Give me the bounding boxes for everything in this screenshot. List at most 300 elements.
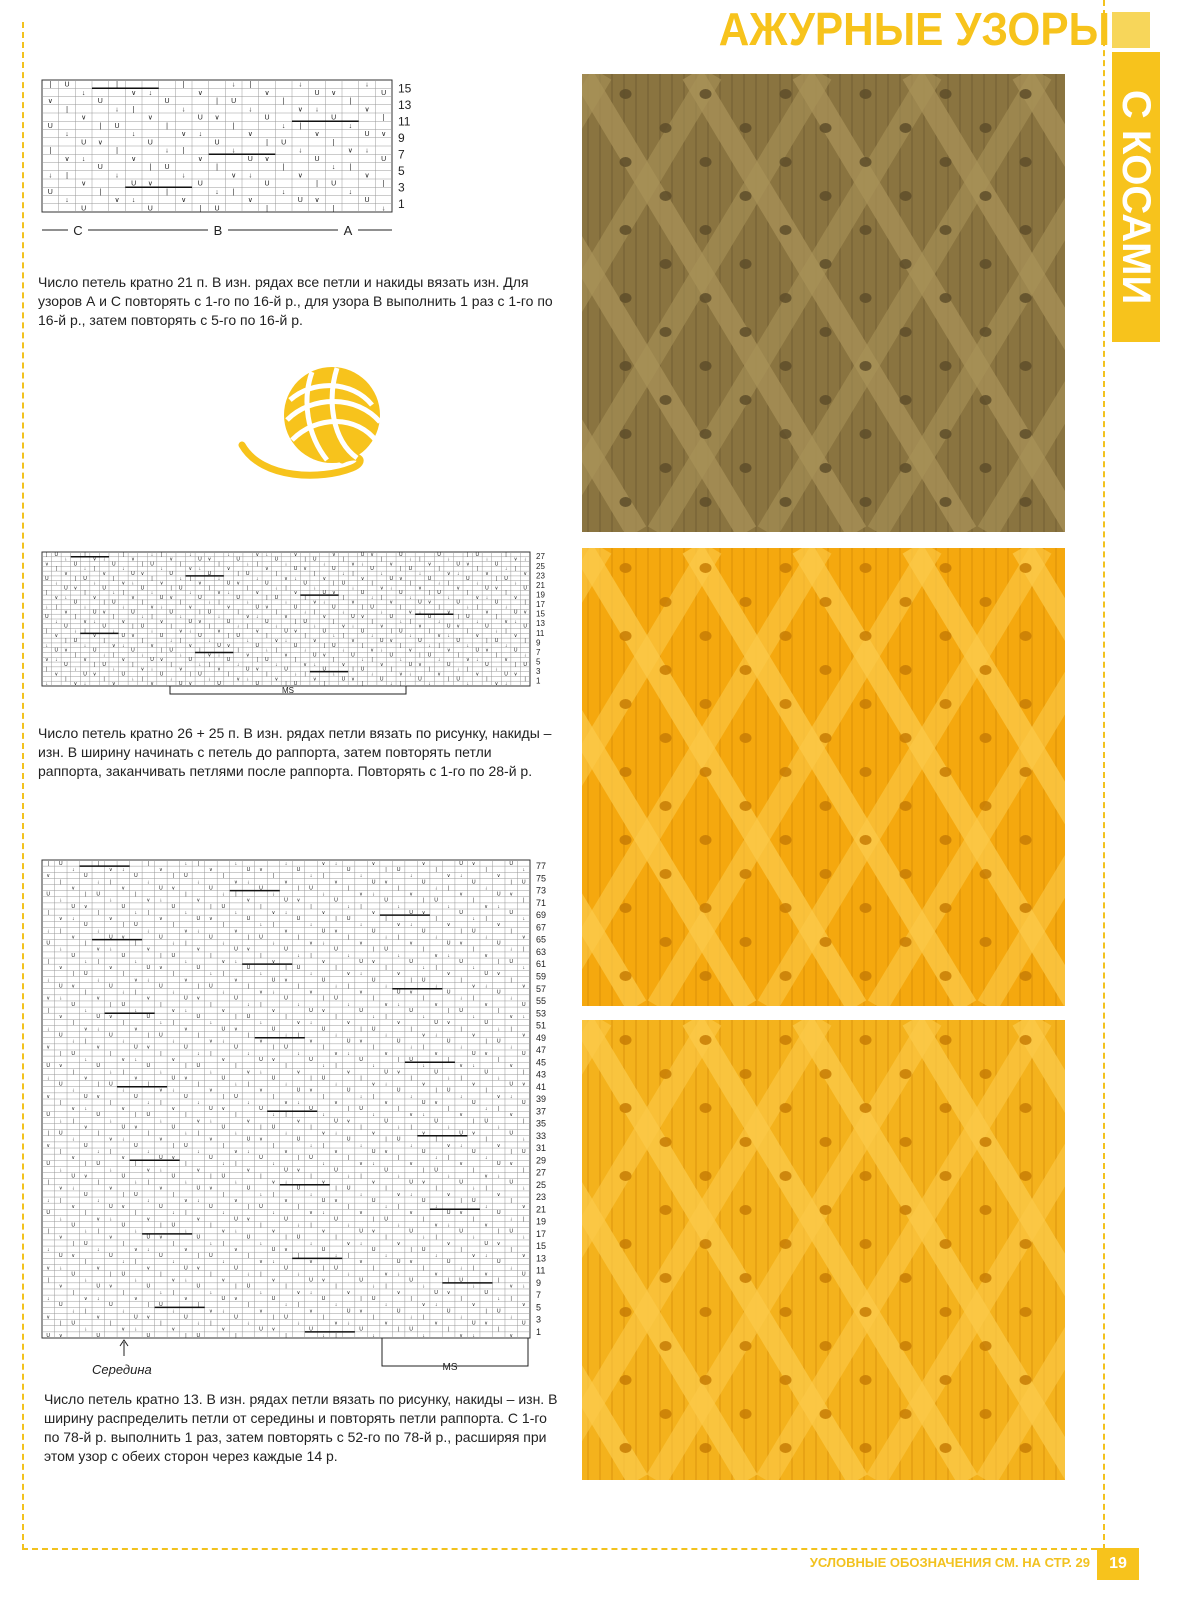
stitch-symbol: ↓ — [222, 1308, 225, 1315]
stitch-symbol: ↓ — [109, 1167, 113, 1174]
eyelet-hole — [620, 225, 632, 235]
stitch-symbol: U — [108, 1302, 113, 1309]
stitch-symbol: ∨ — [46, 1265, 51, 1272]
stitch-symbol: U — [446, 1087, 451, 1094]
stitch-symbol: ↓ — [184, 1179, 188, 1186]
stitch-symbol: | — [409, 580, 412, 587]
stitch-symbol: ↓ — [514, 580, 517, 587]
stitch-symbol: ∨ — [421, 1302, 426, 1309]
stitch-symbol: ∨ — [108, 1283, 113, 1290]
stitch-symbol: | — [285, 965, 287, 972]
stitch-symbol: ∨ — [71, 885, 76, 892]
stitch-symbol: ∨ — [121, 1204, 126, 1211]
stitch-symbol: ∨ — [234, 1026, 238, 1033]
stitch-symbol: ∨ — [384, 1148, 389, 1155]
eyelet-hole — [740, 665, 752, 675]
stitch-symbol: U — [259, 1106, 263, 1113]
eyelet-hole — [1020, 157, 1032, 167]
stitch-symbol: | — [428, 628, 431, 635]
stitch-symbol: ∨ — [371, 909, 376, 916]
row-label: 25 — [536, 561, 545, 571]
stitch-symbol: U — [396, 1087, 401, 1094]
stitch-symbol: | — [397, 1326, 400, 1333]
stitch-symbol: | — [523, 1069, 525, 1076]
stitch-symbol: U — [465, 614, 470, 621]
stitch-symbol: ∨ — [334, 1148, 338, 1155]
stitch-symbol: ↓ — [309, 1142, 313, 1149]
eyelet-hole — [700, 225, 712, 235]
eyelet-hole — [980, 1341, 992, 1351]
stitch-symbol: ∨ — [521, 934, 526, 941]
stitch-symbol: | — [222, 1191, 225, 1198]
stitch-symbol: U — [346, 1308, 351, 1315]
stitch-symbol: ∨ — [379, 661, 384, 668]
stitch-symbol: ∨ — [131, 594, 135, 601]
stitch-symbol: ↓ — [522, 1234, 526, 1241]
stitch-symbol: U — [334, 1265, 338, 1272]
eyelet-hole — [620, 1103, 632, 1113]
stitch-symbol: ↓ — [222, 1161, 225, 1168]
stitch-symbol: ∨ — [284, 928, 288, 935]
eyelet-hole — [780, 767, 792, 777]
stitch-symbol: | — [322, 1044, 325, 1051]
stitch-symbol: | — [135, 1210, 137, 1217]
stitch-symbol: ↓ — [272, 1210, 275, 1217]
stitch-symbol: U — [496, 1161, 501, 1168]
stitch-symbol: U — [197, 180, 203, 188]
stitch-symbol: ↓ — [246, 561, 249, 568]
eyelet-hole — [740, 1409, 752, 1419]
stitch-symbol: ∨ — [198, 618, 202, 625]
stitch-symbol: | — [247, 1081, 250, 1088]
stitch-symbol: | — [247, 983, 250, 990]
stitch-symbol: | — [122, 1020, 125, 1027]
stitch-symbol: ∨ — [446, 647, 451, 654]
stitch-symbol: ↓ — [522, 1136, 526, 1143]
stitch-symbol: | — [72, 1289, 74, 1296]
stitch-symbol: | — [122, 590, 124, 597]
eyelet-hole — [820, 1069, 832, 1079]
stitch-symbol: ∨ — [346, 1020, 351, 1027]
row-label: 57 — [536, 983, 547, 994]
stitch-symbol: U — [234, 1265, 238, 1272]
stitch-symbol: ↓ — [497, 1026, 501, 1033]
stitch-symbol: U — [102, 661, 107, 668]
stitch-symbol: | — [132, 661, 134, 668]
stitch-symbol: ∨ — [509, 1332, 514, 1339]
stitch-symbol: | — [135, 989, 137, 996]
stitch-symbol: ∨ — [509, 1063, 514, 1070]
stitch-symbol: U — [209, 983, 213, 990]
stitch-symbol: U — [246, 1136, 251, 1143]
eyelet-hole — [1020, 835, 1032, 845]
stitch-symbol: | — [85, 891, 87, 898]
stitch-symbol: | — [342, 633, 345, 640]
stitch-symbol: U — [396, 1308, 401, 1315]
stitch-symbol: ↓ — [351, 585, 355, 592]
stitch-symbol: | — [170, 661, 172, 668]
stitch-symbol: | — [410, 1246, 412, 1253]
stitch-symbol: ↓ — [384, 1032, 388, 1039]
stitch-symbol: ↓ — [504, 681, 508, 688]
stitch-symbol: ∨ — [303, 661, 307, 668]
stitch-symbol: ∨ — [96, 1044, 101, 1051]
stitch-symbol: U — [121, 1173, 126, 1180]
stitch-symbol: U — [421, 1246, 426, 1253]
stitch-symbol: ∨ — [209, 1185, 213, 1192]
stitch-symbol: U — [384, 1167, 388, 1174]
stitch-symbol: ↓ — [284, 637, 288, 644]
stitch-symbol: | — [260, 1173, 262, 1180]
stitch-symbol: U — [246, 867, 251, 874]
eyelet-hole — [700, 563, 712, 573]
stitch-symbol: | — [505, 551, 507, 558]
stitch-symbol: U — [312, 652, 317, 659]
eyelet-hole — [900, 733, 912, 743]
stitch-symbol: U — [284, 1167, 288, 1174]
stitch-symbol: | — [116, 147, 118, 155]
stitch-symbol: U — [334, 1118, 338, 1125]
stitch-symbol: | — [197, 860, 200, 867]
stitch-symbol: ↓ — [169, 676, 173, 683]
stitch-symbol: ∨ — [217, 628, 221, 635]
stitch-symbol: ∨ — [158, 916, 163, 923]
stitch-symbol: | — [361, 681, 364, 688]
stitch-symbol: ∨ — [334, 1050, 338, 1057]
stitch-symbol: | — [135, 1161, 137, 1168]
stitch-symbol: U — [446, 1038, 451, 1045]
stitch-symbol: U — [96, 1014, 101, 1021]
stitch-symbol: ∨ — [465, 657, 470, 664]
stitch-symbol: ∨ — [64, 609, 68, 616]
stitch-symbol: ↓ — [472, 1283, 475, 1290]
stitch-symbol: ∨ — [121, 580, 126, 587]
eyelet-hole — [660, 259, 672, 269]
stitch-symbol: U — [309, 1155, 313, 1162]
stitch-symbol: U — [96, 1063, 101, 1070]
stitch-symbol: U — [384, 1069, 388, 1076]
stitch-symbol: ∨ — [321, 860, 326, 867]
eyelet-hole — [700, 293, 712, 303]
stitch-symbol: U — [496, 940, 501, 947]
eyelet-hole — [860, 767, 872, 777]
stitch-symbol: | — [84, 628, 86, 635]
stitch-symbol: ∨ — [234, 1148, 238, 1155]
stitch-symbol: U — [475, 551, 480, 558]
stitch-symbol: U — [321, 977, 326, 984]
row-label: 11 — [536, 1265, 546, 1276]
stitch-symbol: U — [58, 1130, 63, 1137]
photo-pattern-2 — [582, 548, 1065, 1006]
stitch-symbol: U — [351, 614, 355, 621]
stitch-symbol: | — [310, 903, 312, 910]
stitch-symbol: | — [322, 1314, 325, 1321]
stitch-symbol: ↓ — [384, 1081, 388, 1088]
stitch-symbol: U — [158, 1032, 163, 1039]
stitch-symbol: ↓ — [209, 1118, 213, 1125]
stitch-symbol: | — [185, 1112, 187, 1119]
stitch-symbol: ∨ — [521, 1302, 526, 1309]
row-label: 3 — [536, 667, 541, 677]
stitch-symbol: ∨ — [159, 580, 164, 587]
stitch-symbol: U — [196, 1014, 201, 1021]
eyelet-hole — [1020, 1375, 1032, 1385]
stitch-symbol: | — [122, 551, 124, 558]
stitch-symbol: ↓ — [347, 1222, 350, 1229]
stitch-symbol: ↓ — [197, 1050, 200, 1057]
stitch-symbol: | — [172, 1191, 175, 1198]
stitch-symbol: U — [346, 1038, 351, 1045]
stitch-symbol: ∨ — [131, 155, 137, 163]
stitch-symbol: U — [303, 580, 307, 587]
stitch-symbol: U — [102, 623, 107, 630]
stitch-symbol: | — [93, 661, 96, 668]
eyelet-hole — [1020, 225, 1032, 235]
stitch-symbol: | — [135, 1259, 137, 1266]
row-label: 43 — [536, 1069, 547, 1080]
stitch-symbol: ∨ — [44, 657, 49, 664]
stitch-symbol: ↓ — [297, 1222, 300, 1229]
stitch-symbol: ∨ — [296, 1118, 301, 1125]
stitch-symbol: ↓ — [380, 609, 383, 616]
stitch-symbol: ↓ — [428, 642, 431, 649]
stitch-symbol: ∨ — [396, 971, 401, 978]
stitch-symbol: ↓ — [122, 1087, 125, 1094]
stitch-symbol: U — [209, 1204, 213, 1211]
stitch-symbol: U — [284, 1044, 288, 1051]
stitch-symbol: ↓ — [147, 1197, 150, 1204]
eyelet-hole — [780, 293, 792, 303]
stitch-symbol: | — [400, 566, 402, 573]
stitch-symbol: U — [427, 614, 432, 621]
stitch-symbol: U — [71, 1001, 76, 1008]
stitch-symbol: ∨ — [131, 89, 137, 97]
stitch-symbol: | — [323, 681, 325, 688]
stitch-symbol: ∨ — [371, 958, 376, 965]
stitch-symbol: U — [234, 1044, 238, 1051]
stitch-symbol: ↓ — [275, 585, 278, 592]
eyelet-hole — [900, 869, 912, 879]
stitch-symbol: U — [146, 1234, 151, 1241]
eyelet-hole — [700, 1171, 712, 1181]
stitch-symbol: | — [237, 570, 239, 577]
stitch-symbol: ∨ — [92, 594, 97, 601]
stitch-symbol: ∨ — [171, 885, 176, 892]
stitch-symbol: ↓ — [323, 561, 326, 568]
stitch-symbol: | — [97, 1228, 99, 1235]
stitch-symbol: ∨ — [255, 590, 260, 597]
stitch-symbol: U — [96, 1283, 101, 1290]
stitch-symbol: U — [83, 575, 87, 582]
stitch-symbol: | — [428, 666, 431, 673]
stitch-symbol: ↓ — [197, 1197, 200, 1204]
stitch-symbol: U — [296, 916, 301, 923]
stitch-symbol: ↓ — [184, 1277, 188, 1284]
stitch-symbol: ∨ — [214, 114, 220, 122]
stitch-symbol: | — [360, 1075, 362, 1082]
stitch-symbol: | — [147, 1179, 150, 1186]
stitch-symbol: ∨ — [46, 1142, 51, 1149]
row-label: 7 — [536, 647, 541, 657]
eyelet-hole — [1020, 1307, 1032, 1317]
stitch-symbol: | — [247, 1032, 250, 1039]
stitch-symbol: U — [111, 599, 116, 606]
stitch-symbol: U — [471, 1320, 476, 1327]
stitch-symbol: | — [222, 1142, 225, 1149]
stitch-symbol: | — [347, 885, 350, 892]
stitch-symbol: U — [226, 618, 231, 625]
stitch-symbol: U — [71, 1271, 76, 1278]
stitch-symbol: ∨ — [284, 1148, 288, 1155]
row-label: 23 — [536, 571, 545, 581]
stitch-symbol: | — [66, 172, 68, 180]
stitch-symbol: ↓ — [323, 599, 326, 606]
stitch-symbol: ↓ — [198, 661, 202, 668]
stitch-symbol: ↓ — [122, 1259, 125, 1266]
stitch-symbol: ∨ — [183, 977, 188, 984]
stitch-symbol: ↓ — [109, 1216, 113, 1223]
stitch-symbol: ∨ — [409, 989, 414, 996]
stitch-symbol: ↓ — [93, 618, 96, 625]
stitch-symbol: | — [172, 1240, 175, 1247]
stitch-symbol: ↓ — [334, 983, 338, 990]
stitch-symbol: U — [198, 556, 202, 563]
stitch-symbol: | — [360, 903, 362, 910]
stitch-symbol: ∨ — [384, 1050, 389, 1057]
stitch-symbol: ∨ — [471, 1081, 476, 1088]
stitch-symbol: ∨ — [246, 1167, 251, 1174]
stitch-symbol: U — [459, 860, 464, 867]
stitch-symbol: U — [96, 1161, 101, 1168]
stitch-symbol: ∨ — [259, 1038, 263, 1045]
stitch-symbol: U — [198, 594, 202, 601]
stitch-symbol: ↓ — [509, 1044, 513, 1051]
stitch-symbol: U — [71, 1222, 76, 1229]
stitch-symbol: ↓ — [522, 1283, 526, 1290]
stitch-symbol: ∨ — [159, 618, 164, 625]
stitch-symbol: ∨ — [58, 965, 63, 972]
eyelet-hole — [900, 123, 912, 133]
stitch-symbol: U — [456, 599, 461, 606]
stitch-symbol: ∨ — [92, 556, 97, 563]
stitch-symbol: ∨ — [496, 1191, 501, 1198]
stitch-symbol: ∨ — [321, 958, 326, 965]
chart-grid-1 — [38, 74, 428, 244]
stitch-symbol: U — [271, 977, 276, 984]
stitch-symbol: | — [498, 1106, 500, 1113]
stitch-symbol: ∨ — [147, 114, 153, 122]
stitch-symbol: U — [446, 1210, 451, 1217]
stitch-symbol: U — [296, 1234, 301, 1241]
stitch-symbol: U — [121, 903, 126, 910]
stitch-symbol: ↓ — [122, 1136, 125, 1143]
stitch-symbol: | — [272, 873, 275, 880]
eyelet-hole — [740, 191, 752, 201]
stitch-symbol: | — [218, 561, 220, 568]
stitch-symbol: U — [255, 681, 260, 688]
stitch-symbol: ↓ — [422, 1014, 425, 1021]
stitch-symbol: ∨ — [321, 1007, 326, 1014]
stitch-symbol: ∨ — [341, 661, 346, 668]
stitch-symbol: ↓ — [495, 666, 498, 673]
stitch-symbol: ↓ — [272, 1161, 275, 1168]
stitch-symbol: | — [85, 989, 87, 996]
stitch-symbol: ↓ — [397, 952, 400, 959]
stitch-symbol: | — [235, 1332, 237, 1339]
stitch-symbol: ∨ — [265, 604, 269, 611]
row-label: 33 — [536, 1130, 547, 1141]
stitch-symbol: ↓ — [322, 1210, 325, 1217]
stitch-symbol: U — [314, 155, 320, 163]
stitch-symbol: | — [360, 1124, 362, 1131]
stitch-symbol: | — [72, 1020, 74, 1027]
stitch-symbol: U — [399, 590, 403, 597]
stitch-symbol: | — [85, 1308, 87, 1315]
stitch-symbol: | — [47, 860, 49, 867]
stitch-symbol: | — [371, 618, 373, 625]
stitch-symbol: | — [498, 1228, 500, 1235]
stitch-symbol: U — [231, 98, 237, 106]
stitch-symbol: | — [85, 940, 87, 947]
stitch-symbol: U — [46, 1161, 51, 1168]
stitch-symbol: ↓ — [179, 614, 182, 621]
stitch-symbol: | — [266, 594, 268, 601]
stitch-symbol: | — [74, 614, 77, 621]
stitch-symbol: U — [284, 946, 288, 953]
stitch-symbol: ∨ — [121, 1106, 126, 1113]
stitch-symbol: ∨ — [359, 1259, 363, 1266]
stitch-symbol: U — [171, 1222, 176, 1229]
stitch-symbol: ↓ — [172, 1210, 175, 1217]
stitch-symbol: U — [332, 642, 336, 649]
eyelet-hole — [860, 293, 872, 303]
stitch-symbol: ∨ — [509, 1283, 514, 1290]
stitch-symbol: | — [135, 1112, 137, 1119]
stitch-symbol: ↓ — [160, 566, 163, 573]
stitch-symbol: ∨ — [296, 1289, 301, 1296]
stitch-symbol: U — [188, 618, 193, 625]
stitch-symbol: | — [222, 1240, 225, 1247]
stitch-symbol: | — [85, 1210, 87, 1217]
eyelet-hole — [780, 971, 792, 981]
stitch-symbol: U — [509, 1130, 514, 1137]
stitch-symbol: ↓ — [131, 676, 135, 683]
stitch-symbol: ∨ — [494, 585, 499, 592]
stitch-symbol: ↓ — [109, 1118, 113, 1125]
stitch-symbol: ∨ — [47, 98, 53, 106]
stitch-symbol: ∨ — [309, 1038, 313, 1045]
eyelet-hole — [780, 903, 792, 913]
stitch-symbol: ↓ — [259, 1020, 263, 1027]
row-label: 1 — [398, 196, 405, 211]
stitch-symbol: ↓ — [409, 671, 412, 678]
stitch-symbol: ∨ — [183, 1075, 188, 1082]
eyelet-hole — [700, 429, 712, 439]
stitch-symbol: ↓ — [179, 575, 182, 582]
stitch-symbol: ∨ — [246, 1069, 251, 1076]
stitch-symbol: | — [510, 1296, 512, 1303]
stitch-symbol: | — [285, 1283, 287, 1290]
stitch-symbol: ↓ — [159, 897, 163, 904]
stitch-symbol: | — [473, 1167, 475, 1174]
stitch-symbol: U — [108, 1204, 113, 1211]
stitch-symbol: ↓ — [45, 681, 49, 688]
eyelet-hole — [660, 733, 672, 743]
stitch-symbol: ↓ — [234, 860, 238, 867]
stitch-symbol: | — [74, 575, 77, 582]
stitch-symbol: ↓ — [495, 628, 498, 635]
stitch-symbol: ↓ — [447, 903, 450, 910]
